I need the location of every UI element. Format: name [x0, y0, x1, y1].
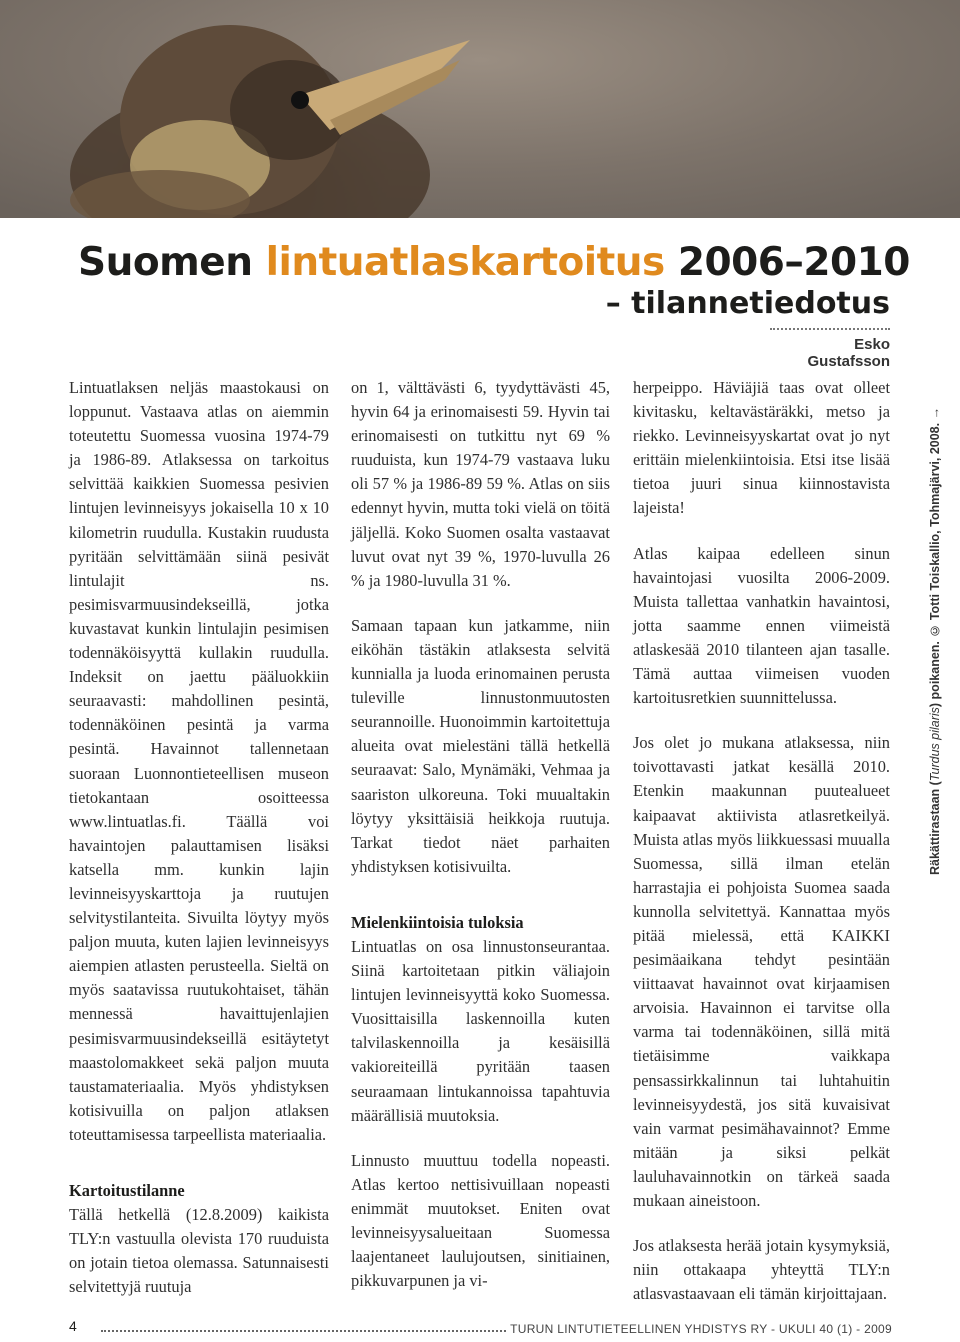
paragraph: Lintuatlas on osa linnustonseurantaa. Siinä kartoitetaan pitkin väliajoin lintujen levinneisyyttä koko Suomessa. Vuosittaisilla laskennoilla kuten talvilaskennoilla ja kesäisillä vakioreiteillä pyritään taasen seuraamaan lintukannoissa tapahtuvia määrällisiä muutoksia. [351, 936, 610, 1125]
section-heading: Kartoitustilanne [69, 1181, 185, 1200]
paragraph: Jos atlaksesta herää jotain kysymyksiä, niin ottakaapa yhteyttä TLY:n atlasvastaavaan eli tämän kirjoittajaan. [633, 1236, 890, 1304]
bird-illustration [0, 0, 960, 218]
paragraph: herpeippo. Häviäjiä taas ovat olleet kivitasku, keltavästäräkki, metso ja riekko. Levinneisyyskartat ovat jo nyt erittäin mielenkiintoisia. Etsi itse lisää tietoa juuri sinua kiinnostavista lajeista! [633, 378, 890, 518]
page-footer [69, 1318, 892, 1342]
photo-credit-latin: Turdus pilaris [928, 707, 942, 782]
article-title [78, 240, 910, 285]
paragraph: Tällä hetkellä (12.8.2009) kaikista TLY:n vastuulla olevista 170 ruuduista on jotain tietoa olemassa. Satunnaisesti selvitettyjä ruutuja [69, 1205, 329, 1297]
text-column-2 [351, 376, 610, 1293]
page-number: 4 [69, 1318, 77, 1334]
title-part-suomen: Suomen [78, 240, 266, 285]
paragraph: Lintuatlaksen neljäs maastokausi on loppunut. Vastaava atlas on aiemmin toteutettu Suomessa vuosina 1974-79 ja 1986-89. Atlaksessa on tarkoitus selvittää kaikkien Suomessa pesivien lintujen levinneisyys jokaisella 10 x 10 kilometrin ruudulla. Kustakin ruudusta pyritään selvittämään siinä pesivät lintulajit ns. pesimisvarmuusindekseillä, jotka kuvastavat kunkin lintulajin pesimisen todennäköisyyttä kullakin ruudulla. Indeksit on jaettu pääluokkiin seuraavasti: mahdollinen pesintä, todennäköinen pesintä ja varma pesintä. Havainnot tallennetaan suoraan Luonnontieteellisen museon tietokantaan osoitteessa www.lintuatlas.fi. Täällä voi havaintojen palauttamisen lisäksi katsella mm. kunkin lajin levinneisyyskarttoja ja ruutujen selvitystilanteita. Sivuilta löytyy myös paljon muuta, kuten lajien levinneisyys aiempien atlasten perusteella. Sieltä on myös saatavissa ruutukohtaiset, tähän mennessä havaittujenlajien pesimisvarmuusindekseillä esitäytetyt maastolomakkeet sekä paljon muuta taustamateriaalia. Myös yhdistyksen kotisivuilla on paljon atlaksen toteuttamisessa tarpeellista materiaalia. [69, 378, 329, 1144]
footer-divider [101, 1330, 506, 1332]
paragraph: Samaan tapaan kun jatkamme, niin eiköhän tästäkin atlaksesta selvitä kunnialla ja luoda erinomainen perusta tuleville linnustonmuutosten seurannoille. Huonoimmin kartoitettuja alueita ovat mielestäni tällä hetkellä seuraavat: Salo, Mynämäki, Vehmaa ja saariston ulkoreuna. Toki muualtakin löytyy yksittäisiä heikkoja ruutuja. Tarkat tiedot näet parhaiten yhdistyksen kotisivuilta. [351, 615, 611, 876]
paragraph: on 1, välttävästi 6, tyydyttävästi 45, hyvin 64 ja erinomaisesti 59. Hyvin tai erinomaisesti on tutkittu nyt 69 % ruuduista, kun 1974-79 vastaava luku oli 57 % ja 1986-89 59 %. Atlas on siis edennyt hyvin, mutta toki vielä on töitä jäljellä. Koko Suomen osalta vastaavat luvut ovat nyt 39 %, 1970-luvulla 26 % ja 1980-luvulla 31 %. [351, 378, 610, 590]
title-part-highlight: lintuatlaskartoitus [265, 240, 665, 285]
text-column-1 [69, 376, 329, 1299]
paragraph: Atlas kaipaa edelleen sinun havaintojasi vuosilta 2006-2009. Muista tallettaa vanhatkin havaintosi, jotta saamme ennen viimeistä atlaskesää 2010 tilanteen ajan tasalle. Tämä auttaa viimeisen vuoden kartoitusretkien suunnittelussa. [633, 543, 890, 708]
paragraph: Linnusto muuttuu todella nopeasti. Atlas kertoo nettisivuillaan nopeasti enimmät muutokset. Eniten ovat levinneisyysalueitaan Suomessa laajentaneet laulujoutsen, sinitiainen, pikkuvarpunen ja vi- [351, 1150, 610, 1291]
footer-publication: TURUN LINTUTIETEELLINEN YHDISTYS RY - UKULI 40 (1) - 2009 [510, 1322, 892, 1336]
photo-credit [928, 385, 942, 875]
section-heading: Mielenkiintoisia tuloksia [351, 912, 524, 932]
text-column-3 [633, 376, 890, 1306]
photo-credit-prefix: Räkättirastaan ( [928, 781, 942, 875]
photo-credit-suffix: ) poikanen. © Totti Toiskallio, Tohmajärvi, 2008. [928, 419, 942, 708]
paragraph: Jos olet jo mukana atlaksessa, niin toivottavasti jatkat kesällä 2010. Etenkin maakunnan puutealueet kaipaavat aktiivista atlasretkeilyä. Muista atlas myös liikkuessasi muualla Suomessa, sillä ilman etelän harrastajia ei pohjoista Suomea saada kunnolla selvitettyä. Kannattaa myös pitää mielessä, että KAIKKI pesimäaikana tehdyt pesintään viittaavat havainnot ovat kirjaamisen arvoisia. Havainnon ei tarvitse olla varma tai todennäköinen, sillä mitä tietäisimme vaikkapa pensassirkkalinnun tai luhtahuitin levinneisyydestä, jos sitä kuvaisivat vain varmat pesimähavainnot? Emme mitään ja siksi pelkät lauluhavainnotkin on tärkeä saada mukaan aineistoon. [633, 733, 890, 1210]
article-subtitle: – tilannetiedotus [605, 286, 890, 321]
author-byline: Esko Gustafsson [770, 328, 890, 370]
title-part-years: 2006–2010 [664, 240, 910, 285]
arrow-icon: → [928, 406, 942, 420]
header-photo-bird [0, 0, 960, 218]
